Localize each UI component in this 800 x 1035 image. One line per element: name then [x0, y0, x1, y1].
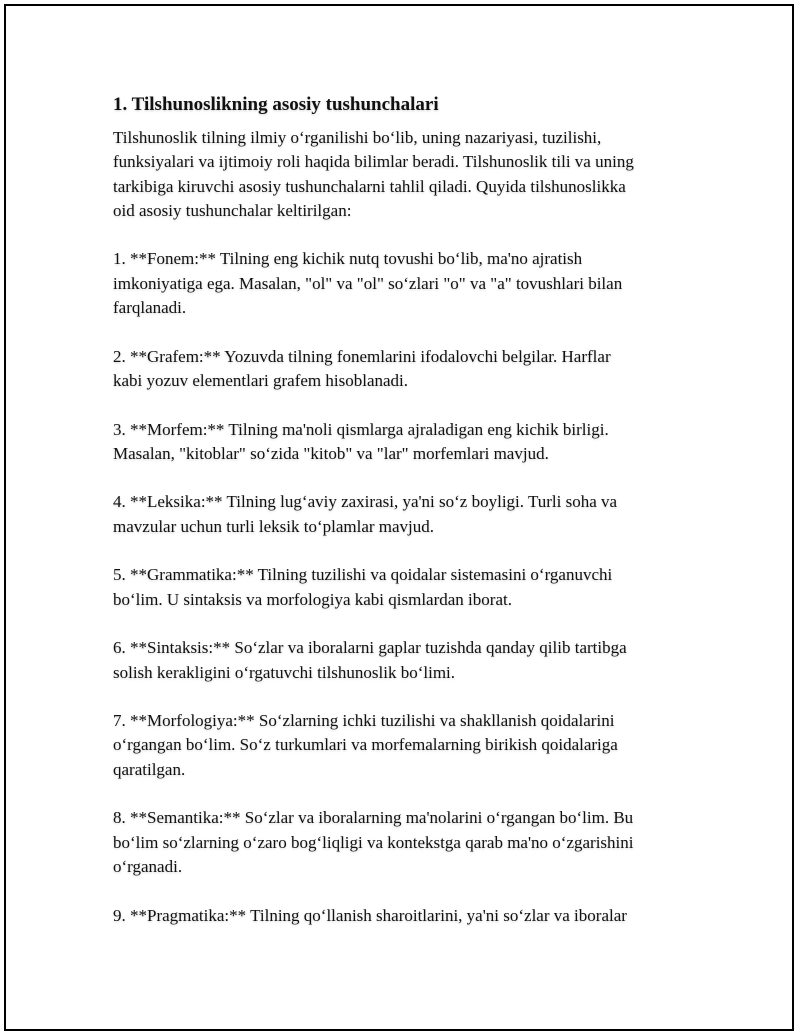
- item-semantika: [113, 806, 693, 879]
- text-line: bo‘lim. U sintaksis va morfologiya kabi qismlardan iborat.: [113, 589, 512, 609]
- text-line: mavzular uchun turli leksik to‘plamlar mavjud.: [113, 516, 435, 536]
- section-heading: 1. Tilshunoslikning asosiy tushunchalari: [113, 94, 439, 115]
- text-line: Tilshunoslik tilning ilmiy o‘rganilishi bo‘lib, uning nazariyasi, tuzilishi,: [113, 128, 602, 147]
- document-body: [113, 92, 693, 952]
- text-line: farqlanadi.: [113, 298, 187, 318]
- text-line: qaratilgan.: [113, 759, 186, 779]
- text-line: 2. **Grafem:** Yozuvda tilning fonemlarini ifodalovchi belgilar. Harflar: [113, 346, 611, 366]
- item-leksika: [113, 490, 693, 539]
- text-line: kabi yozuv elementlari grafem hisoblanadi.: [113, 370, 409, 390]
- text-line: 8. **Semantika:** So‘zlar va iboralarning ma'nolarini o‘rgangan bo‘lim. Bu: [113, 808, 634, 828]
- text-line: funksiyalari va ijtimoiy roli haqida bilimlar beradi. Tilshunoslik tili va uning: [113, 152, 634, 172]
- item-pragmatika: [113, 904, 693, 928]
- text-line: 9. **Pragmatika:** Tilning qo‘llanish sharoitlarini, ya'ni so‘zlar va iboralar: [113, 905, 627, 925]
- text-line: 4. **Leksika:** Tilning lug‘aviy zaxirasi, ya'ni so‘z boyligi. Turli soha va: [113, 492, 618, 512]
- text-line: o‘rganadi.: [113, 856, 183, 876]
- text-line: 3. **Morfem:** Tilning ma'noli qismlarga ajraladigan eng kichik birligi.: [113, 419, 609, 439]
- item-grafem: [113, 345, 693, 394]
- text-line: Masalan, "kitoblar" so‘zida "kitob" va "lar" morfemlari mavjud.: [113, 443, 549, 463]
- item-fonem: [113, 247, 693, 320]
- text-line: 1. **Fonem:** Tilning eng kichik nutq tovushi bo‘lib, ma'no ajratish: [113, 249, 583, 269]
- text-line: imkoniyatiga ega. Masalan, "ol" va "ol" so‘zlari "o" va "a" tovushlari bilan: [113, 273, 623, 293]
- item-grammatika: [113, 563, 693, 612]
- item-sintaksis: [113, 636, 693, 685]
- item-morfem: [113, 418, 693, 467]
- text-line: 5. **Grammatika:** Tilning tuzilishi va qoidalar sistemasini o‘rganuvchi: [113, 565, 613, 585]
- text-line: solish kerakligini o‘rgatuvchi tilshunoslik bo‘limi.: [113, 662, 456, 682]
- text-line: o‘rgangan bo‘lim. So‘z turkumlari va morfemalarning birikish qoidalariga: [113, 735, 618, 755]
- text-line: bo‘lim so‘zlarning o‘zaro bog‘liqligi va kontekstga qarab ma'no o‘zgarishini: [113, 832, 634, 852]
- item-morfologiya: [113, 709, 693, 782]
- text-line: 7. **Morfologiya:** So‘zlarning ichki tuzilishi va shakllanish qoidalarini: [113, 711, 615, 731]
- text-line: 6. **Sintaksis:** So‘zlar va iboralarni gaplar tuzishda qanday qilib tartibga: [113, 638, 627, 658]
- text-line: tarkibiga kiruvchi asosiy tushunchalarni tahlil qiladi. Quyida tilshunoslikka: [113, 176, 626, 196]
- text-line: oid asosiy tushunchalar keltirilgan:: [113, 200, 352, 220]
- intro-paragraph: [113, 126, 693, 223]
